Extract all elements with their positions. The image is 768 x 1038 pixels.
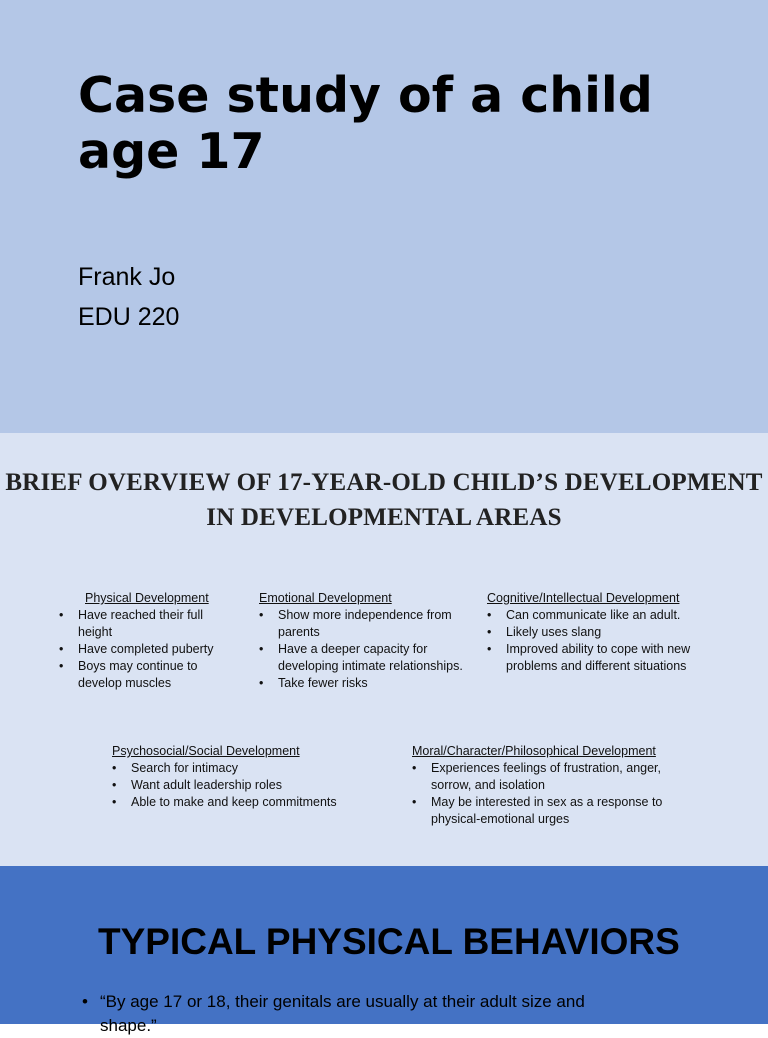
moral-development-section xyxy=(412,743,687,828)
section-title: Emotional Development xyxy=(259,591,392,605)
bullet-list xyxy=(59,607,239,692)
bullet-item: • Have reached their full height xyxy=(59,607,239,641)
bullet-item: • Show more independence from parents xyxy=(259,607,469,641)
course-code: EDU 220 xyxy=(78,303,180,331)
slide-title: Case study of a child age 17 xyxy=(78,67,653,180)
physical-development-section xyxy=(59,590,239,692)
bullet-item: • Able to make and keep commitments xyxy=(112,794,372,811)
section-title: Physical Development xyxy=(85,591,209,605)
physical-behaviors-slide[interactable] xyxy=(0,866,768,1035)
bullet-item: • Have a deeper capacity for developing intimate relationships. xyxy=(259,641,469,675)
overview-slide[interactable] xyxy=(0,433,768,866)
bullet-item: • Want adult leadership roles xyxy=(112,777,372,794)
bullet-list xyxy=(487,607,702,675)
author-name: Frank Jo xyxy=(78,263,176,291)
physical-behaviors-heading: TYPICAL PHYSICAL BEHAVIORS xyxy=(98,921,680,962)
bullet-item: • May be interested in sex as a response to physical-emotional urges xyxy=(412,794,687,828)
bullet-list xyxy=(112,760,372,811)
bullet-list xyxy=(259,607,469,692)
bullet-item: • Improved ability to cope with new problems and different situations xyxy=(487,641,702,675)
bullet-item: • Search for intimacy xyxy=(112,760,372,777)
emotional-development-section xyxy=(259,590,469,692)
section-title: Cognitive/Intellectual Development xyxy=(487,591,680,605)
bullet-item: • Likely uses slang xyxy=(487,624,702,641)
psychosocial-development-section xyxy=(112,743,372,811)
overview-heading: BRIEF OVERVIEW OF 17-YEAR-OLD CHILD’S DEVELOPMENT IN DEVELOPMENTAL AREAS xyxy=(5,469,763,531)
bullet-item: • Experiences feelings of frustration, anger, sorrow, and isolation xyxy=(412,760,687,794)
bullet-item: • Have completed puberty xyxy=(59,641,239,658)
bullet-item: • Can communicate like an adult. xyxy=(487,607,702,624)
section-title: Psychosocial/Social Development xyxy=(112,744,300,758)
section-title: Moral/Character/Philosophical Development xyxy=(412,744,656,758)
cognitive-development-section xyxy=(487,590,702,675)
bullet-list xyxy=(412,760,687,828)
bullet-item: • Boys may continue to develop muscles xyxy=(59,658,239,692)
title-slide[interactable] xyxy=(0,0,768,433)
bullet-item: • “By age 17 or 18, their genitals are usually at their adult size and shape.” xyxy=(80,990,640,1038)
bullet-item: • Take fewer risks xyxy=(259,675,469,692)
